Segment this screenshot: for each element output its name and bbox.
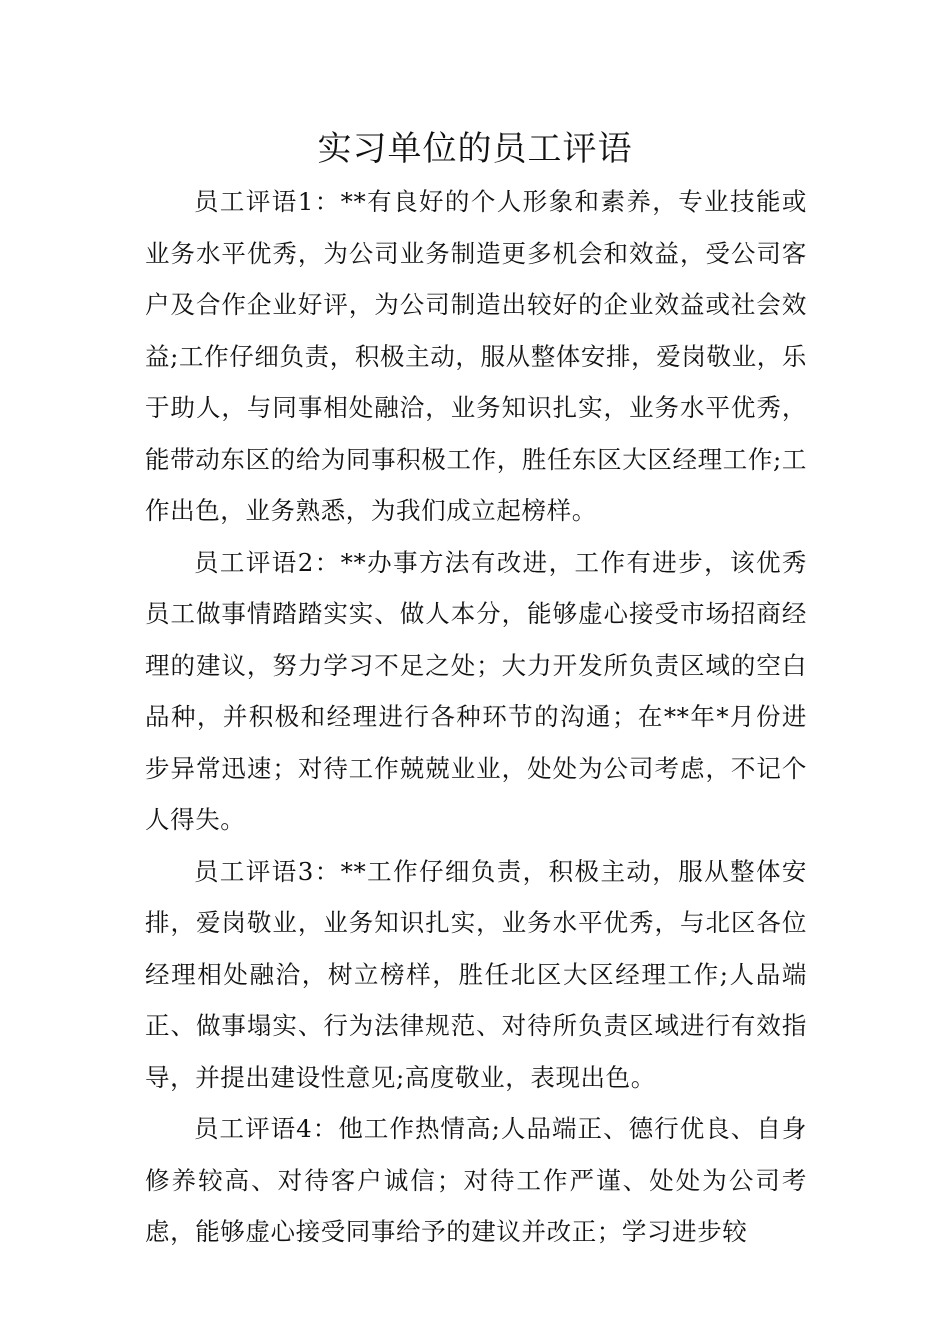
- document-title: 实习单位的员工评语: [317, 129, 633, 169]
- paragraph-3: 员工评语3：**工作仔细负责，积极主动，服从整体安排，爱岗敬业，业务知识扎实，业务水平优秀，与北区各位经理相处融洽，树立榜样，胜任北区大区经理工作;人品端正、做事塌实、行为法律规范、对待所负责区域进行有效指导，并提出建设性意见;高度敬业，表现出色。: [145, 856, 807, 1092]
- paragraph-2: 员工评语2：**办事方法有改进，工作有进步，该优秀员工做事情踏踏实实、做人本分，能够虚心接受市场招商经理的建议，努力学习不足之处；大力开发所负责区域的空白品种，并积极和经理进行各种环节的沟通；在**年*月份进步异常迅速；对待工作兢兢业业，处处为公司考虑，不记个人得失。: [145, 547, 807, 834]
- paragraph-4: 员工评语4：他工作热情高;人品端正、德行优良、自身修养较高、对待客户诚信；对待工作严谨、处处为公司考虑，能够虚心接受同事给予的建议并改正；学习进步较: [145, 1114, 807, 1246]
- document-body: [145, 176, 807, 1258]
- paragraph-1: 员工评语1：**有良好的个人形象和素养，专业技能或业务水平优秀，为公司业务制造更多机会和效益，受公司客户及合作企业好评，为公司制造出较好的企业效益或社会效益;工作仔细负责，积极主动，服从整体安排，爱岗敬业，乐于助人，与同事相处融洽，业务知识扎实，业务水平优秀，能带动东区的给为同事积极工作，胜任东区大区经理工作;工作出色，业务熟悉，为我们成立起榜样。: [145, 187, 807, 525]
